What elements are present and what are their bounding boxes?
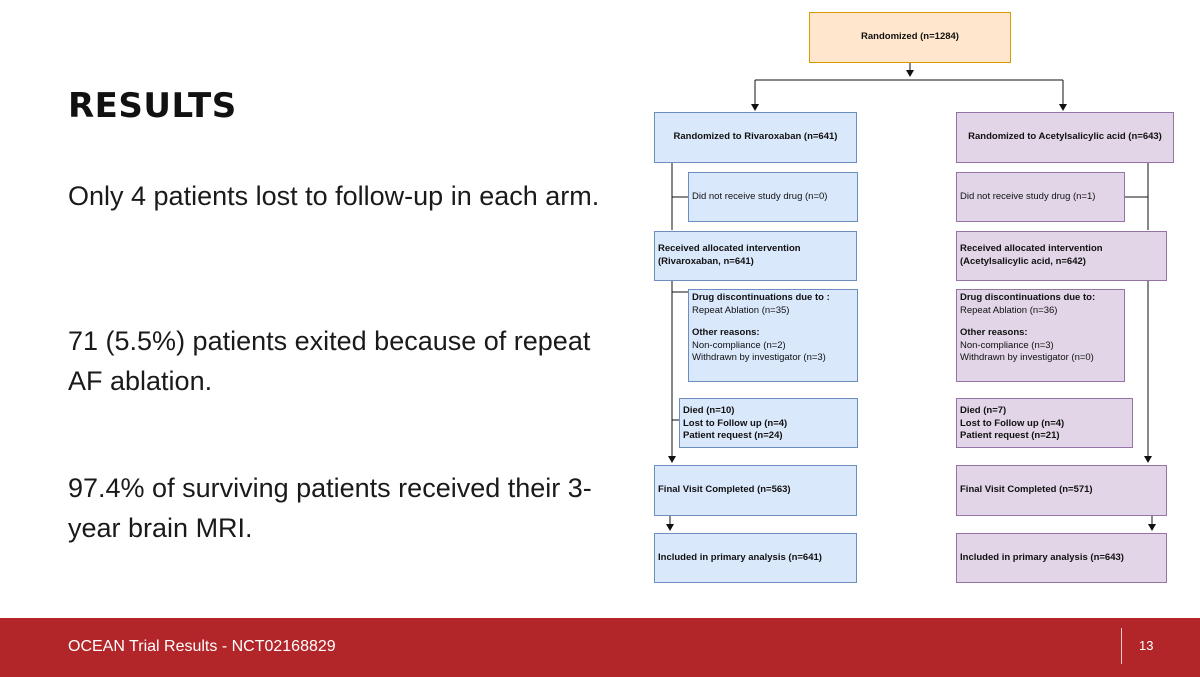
left-exits-box	[679, 398, 858, 448]
left-other-header: Other reasons:	[692, 327, 760, 338]
left-disc-header: Drug discontinuations due to :	[692, 292, 830, 303]
right-disc-ablation: Repeat Ablation (n=36)	[960, 304, 1058, 316]
footer-bar	[0, 618, 1200, 677]
left-request: Patient request (n=24)	[683, 430, 783, 441]
left-discontinuation-box	[688, 289, 858, 382]
right-noncompliance: Non-compliance (n=3)	[960, 339, 1054, 351]
left-received-box	[654, 231, 857, 281]
bullet-lost-follow-up: Only 4 patients lost to follow-up in each arm.	[68, 181, 600, 211]
right-received-line1: Received allocated intervention	[960, 243, 1103, 254]
bullet-mri: 97.4% of surviving patients received their 3-year brain MRI.	[68, 473, 592, 543]
right-final-visit-box: Final Visit Completed (n=571)	[956, 465, 1167, 516]
slide-title: RESULTS	[68, 86, 237, 126]
left-died: Died (n=10)	[683, 405, 735, 416]
right-not-received-box: Did not receive study drug (n=1)	[956, 172, 1125, 222]
right-arm-box: Randomized to Acetylsalicylic acid (n=643)	[956, 112, 1174, 163]
page-number: 13	[1139, 638, 1154, 653]
left-final-visit-box: Final Visit Completed (n=563)	[654, 465, 857, 516]
footer-text: OCEAN Trial Results - NCT02168829	[68, 638, 336, 655]
right-lost: Lost to Follow up (n=4)	[960, 417, 1065, 429]
left-disc-ablation: Repeat Ablation (n=35)	[692, 304, 790, 316]
left-received-line1: Received allocated intervention	[658, 243, 801, 254]
right-exits-box	[956, 398, 1133, 448]
left-withdrawn: Withdrawn by investigator (n=3)	[692, 352, 826, 363]
left-arm-box: Randomized to Rivaroxaban (n=641)	[654, 112, 857, 163]
randomized-box: Randomized (n=1284)	[809, 12, 1011, 63]
footer-divider	[1121, 628, 1122, 664]
left-not-received-box: Did not receive study drug (n=0)	[688, 172, 858, 222]
right-analysis-box: Included in primary analysis (n=643)	[956, 533, 1167, 583]
right-discontinuation-box	[956, 289, 1125, 382]
right-received-line2: (Acetylsalicylic acid, n=642)	[960, 255, 1086, 267]
right-withdrawn: Withdrawn by investigator (n=0)	[960, 352, 1094, 363]
right-died: Died (n=7)	[960, 405, 1007, 416]
left-lost: Lost to Follow up (n=4)	[683, 417, 788, 429]
right-received-box	[956, 231, 1167, 281]
left-analysis-box: Included in primary analysis (n=641)	[654, 533, 857, 583]
left-received-line2: (Rivaroxaban, n=641)	[658, 255, 754, 267]
right-other-header: Other reasons:	[960, 327, 1028, 338]
left-noncompliance: Non-compliance (n=2)	[692, 339, 786, 351]
bullet-repeat-ablation: 71 (5.5%) patients exited because of repeat AF ablation.	[68, 326, 591, 396]
right-disc-header: Drug discontinuations due to:	[960, 292, 1096, 303]
right-request: Patient request (n=21)	[960, 430, 1060, 441]
